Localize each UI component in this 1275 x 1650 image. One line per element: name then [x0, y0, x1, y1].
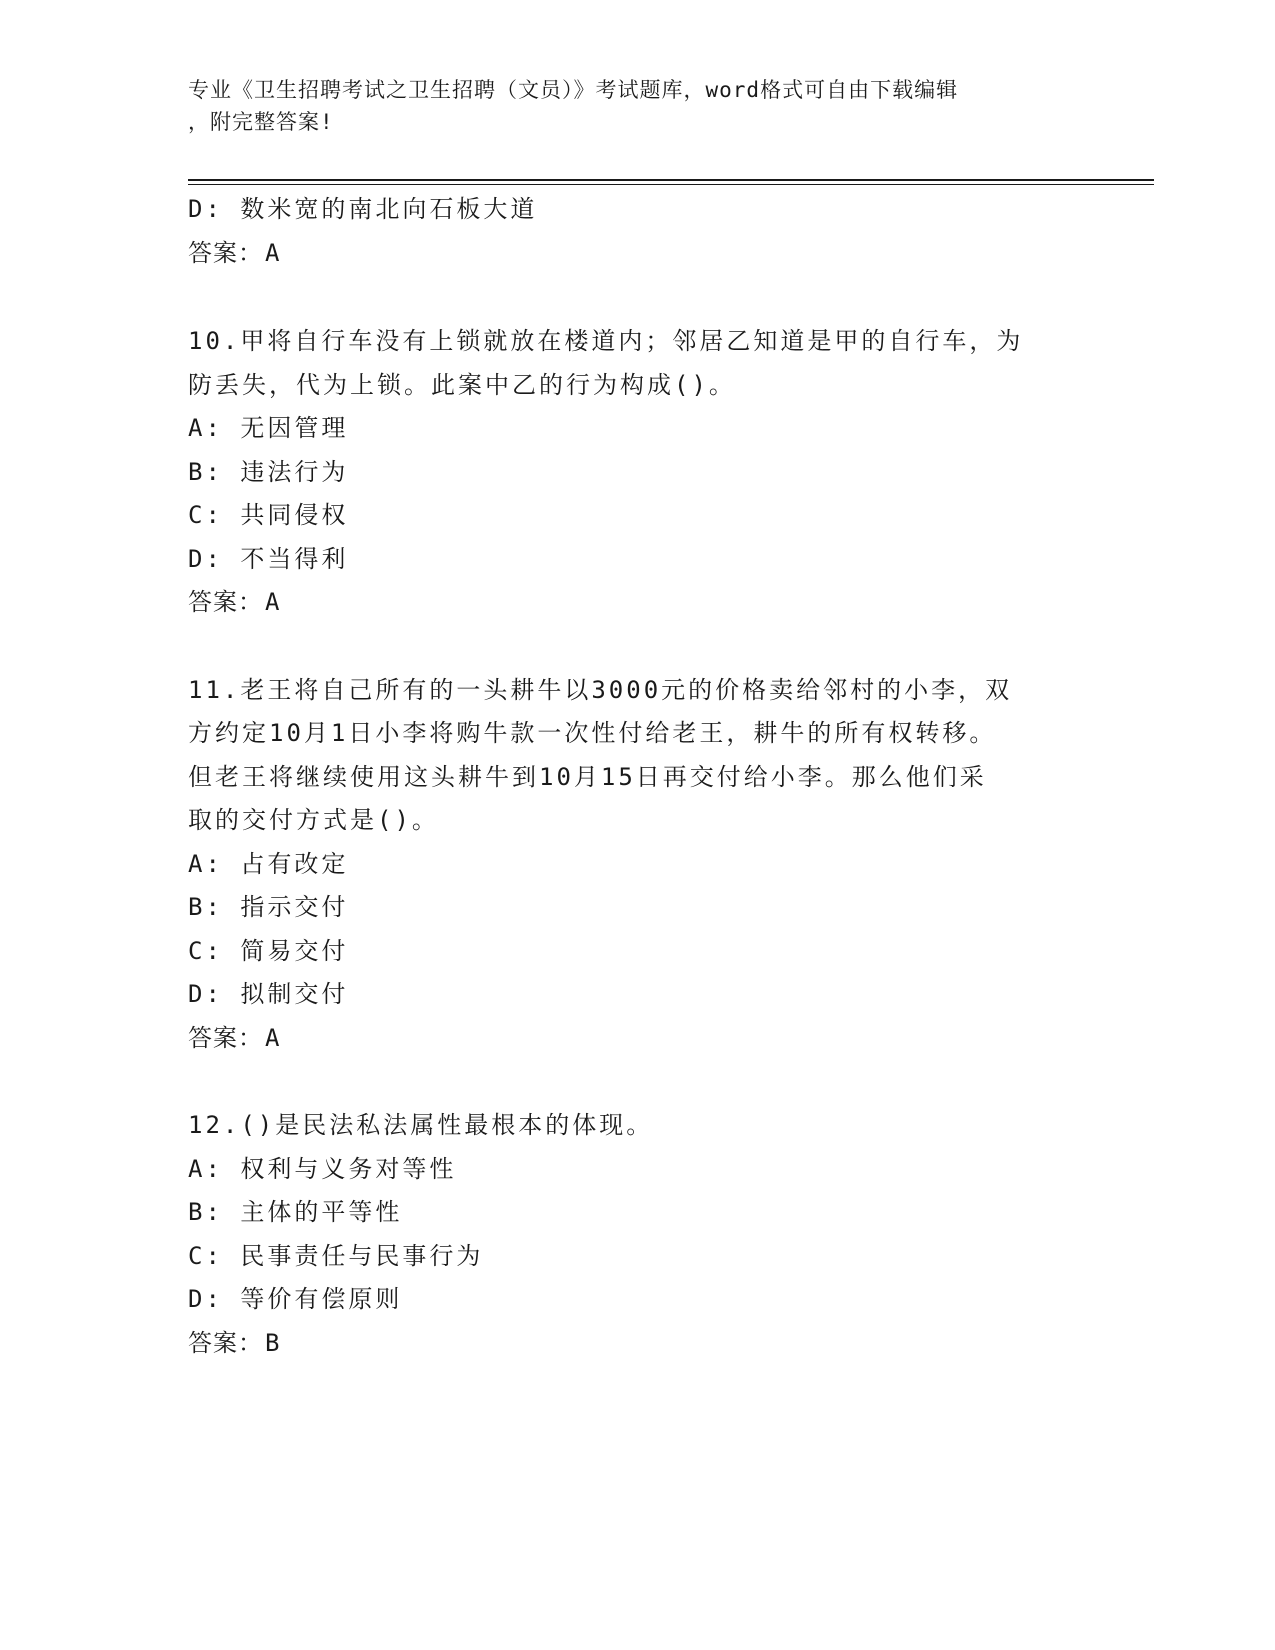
- answer-value: A: [265, 1024, 281, 1052]
- q12-option-b: B: 主体的平等性: [188, 1198, 403, 1226]
- document-header: [188, 74, 1088, 138]
- q11-stem-line-4: 取的交付方式是()。: [188, 806, 439, 834]
- answer-label: 答案：: [188, 239, 263, 267]
- q12-answer: [188, 1326, 280, 1360]
- q10-option-b: B: 违法行为: [188, 458, 349, 486]
- prev-option-d: D: 数米宽的南北向石板大道: [188, 195, 538, 223]
- q11-option-b: B: 指示交付: [188, 893, 349, 921]
- q11-stem-line-3: 但老王将继续使用这头耕牛到10月15日再交付给小李。那么他们采: [188, 763, 987, 791]
- q12-option-c: C: 民事责任与民事行为: [188, 1242, 484, 1270]
- answer-label: 答案：: [188, 1329, 263, 1357]
- q10-stem-line-2: 防丢失，代为上锁。此案中乙的行为构成()。: [188, 371, 736, 399]
- header-line-2: ，附完整答案!: [188, 110, 334, 134]
- q10-option-a: A: 无因管理: [188, 414, 349, 442]
- answer-value: A: [265, 588, 281, 616]
- answer-value: A: [265, 239, 281, 267]
- answer-label: 答案：: [188, 1024, 263, 1052]
- prev-answer: [188, 236, 280, 270]
- q11-stem-line-2: 方约定10月1日小李将购牛款一次性付给老王，耕牛的所有权转移。: [188, 719, 997, 747]
- header-divider-thin: [188, 184, 1154, 185]
- q11-option-d: D: 拟制交付: [188, 980, 349, 1008]
- q11-answer: [188, 1021, 280, 1055]
- q11-stem-line-1: 11.老王将自己所有的一头耕牛以3000元的价格卖给邻村的小李，双: [188, 676, 1013, 704]
- q12-option-d: D: 等价有偿原则: [188, 1285, 403, 1313]
- q10-answer: [188, 585, 280, 619]
- answer-value: B: [265, 1329, 281, 1357]
- header-divider-thick: [188, 179, 1154, 181]
- q11-option-c: C: 简易交付: [188, 937, 349, 965]
- q12-option-a: A: 权利与义务对等性: [188, 1155, 457, 1183]
- q11-option-a: A: 占有改定: [188, 850, 349, 878]
- answer-label: 答案：: [188, 588, 263, 616]
- q12-stem-line-1: 12.()是民法私法属性最根本的体现。: [188, 1111, 654, 1139]
- header-line-1: 专业《卫生招聘考试之卫生招聘（文员）》考试题库，word格式可自由下载编辑: [188, 78, 959, 102]
- q10-option-c: C: 共同侵权: [188, 501, 349, 529]
- q10-option-d: D: 不当得利: [188, 545, 349, 573]
- q10-stem-line-1: 10.甲将自行车没有上锁就放在楼道内；邻居乙知道是甲的自行车，为: [188, 327, 1024, 355]
